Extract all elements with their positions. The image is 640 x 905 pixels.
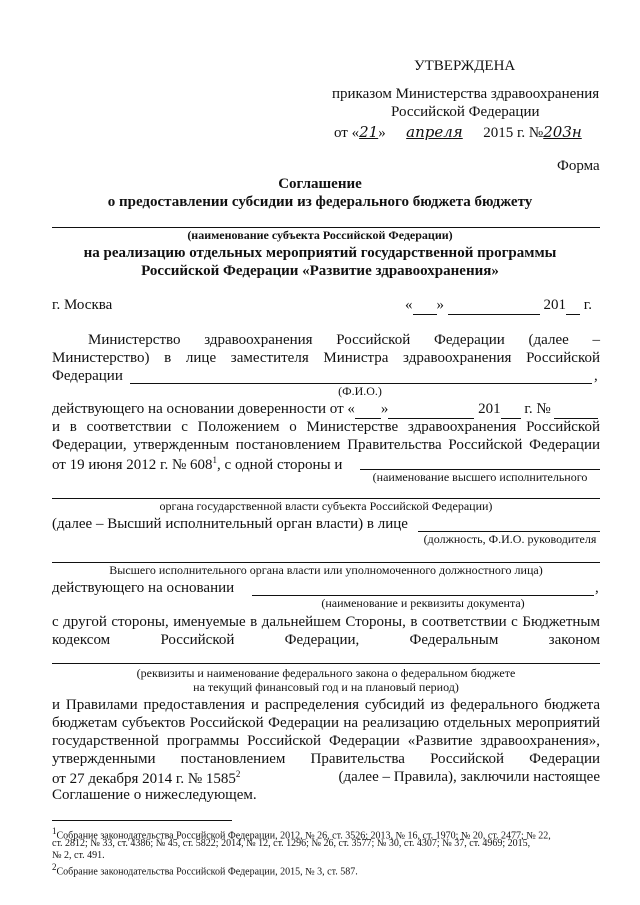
- proxy-year: 201: [478, 401, 501, 417]
- date-day-field[interactable]: [413, 297, 437, 315]
- approval-ministry-line: Российской Федерации: [391, 104, 540, 120]
- p4-line5: [52, 769, 600, 788]
- law-caption-a: (реквизиты и наименование федерального закона о федеральном бюджете: [136, 666, 516, 680]
- comma: ,: [594, 368, 598, 384]
- footnote-2-mark: 2: [52, 862, 57, 872]
- p1-line2: Министерство) в лице заместителя Министра здравоохранения Российской: [52, 350, 600, 366]
- proxy-day-field[interactable]: [355, 401, 381, 419]
- approval-date-line: [334, 123, 582, 142]
- proxy-year-field[interactable]: [501, 401, 521, 419]
- footnote-separator: [52, 820, 232, 821]
- p3-line2: кодексом Российской Федерации, Федеральным законом: [52, 632, 600, 648]
- law-caption-b: на текущий финансовый год и на плановый период): [193, 680, 459, 694]
- agreement-title: Соглашение: [278, 176, 362, 192]
- p2-line2: действующего на основании: [52, 580, 235, 596]
- date-year-field[interactable]: [566, 297, 580, 315]
- place-city: г. Москва: [52, 297, 113, 313]
- approval-date-suffix: 2015 г. №: [483, 125, 544, 141]
- p4-line3: государственной программы Российской Федерации «Развитие здравоохранения»,: [52, 733, 600, 749]
- p4-line4: утвержденными постановлением Правительства Российской Федерации: [52, 751, 600, 767]
- p2-line1: (далее – Высший исполнительный орган власти) в лице: [52, 516, 408, 532]
- federal-law-field[interactable]: [52, 663, 600, 664]
- date-month-field[interactable]: [448, 297, 540, 315]
- date-year-suffix: г.: [583, 297, 592, 313]
- approval-date-prefix: от «: [334, 125, 360, 141]
- approval-title: УТВЕРЖДЕНА: [414, 58, 516, 74]
- footnote-2-line1: Собрание законодательства Российской Федерации, 2015, № 3, ст. 587.: [56, 866, 358, 878]
- proxy-number-field[interactable]: [554, 401, 598, 419]
- footnote-1-line1: Собрание законодательства Российской Федерации, 2012, № 26, ст. 3526; 2013, № 16, ст. 1970; № 20, ст. 2477; № 22,: [56, 830, 551, 842]
- rules-decree-ref: от 27 декабря 2014 г. № 1585: [52, 771, 236, 787]
- doc-caption: (наименование и реквизиты документа): [321, 596, 525, 610]
- proxy-close-quote: »: [380, 401, 389, 417]
- approval-number: 203н: [543, 123, 582, 141]
- approval-order-line: приказом Министерства здравоохранения: [332, 86, 600, 102]
- p1-line6: Федерации, утвержденным постановлением Правительства Российской Федерации: [52, 437, 600, 453]
- p1-line3: Федерации: [52, 368, 123, 384]
- approval-date-mid: »: [378, 125, 386, 141]
- proxy-month-field[interactable]: [388, 401, 474, 419]
- approval-day: 21: [359, 123, 379, 141]
- p3-line1: с другой стороны, именуемые в дальнейшем Стороны, в соответствии с Бюджетным: [52, 614, 600, 630]
- agreement-date: [405, 297, 592, 315]
- proxy-from: действующего на основании доверенности от «: [52, 401, 355, 417]
- footnote-ref-2[interactable]: 2: [235, 769, 241, 779]
- p4-line2: бюджетам субъектов Российской Федерации на реализацию отдельных мероприятий: [52, 715, 600, 731]
- footnote-ref-1[interactable]: 1: [212, 455, 218, 465]
- form-label: Форма: [557, 158, 600, 174]
- agreement-title-line3: на реализацию отдельных мероприятий государственной программы: [83, 245, 557, 261]
- decree-ref: от 19 июня 2012 г. № 608: [52, 457, 213, 473]
- proxy-number-label: г. №: [524, 401, 551, 417]
- footnote-1-line2: ст. 2812; № 33, ст. 4386; № 45, ст. 5822; 2014, № 12, ст. 1296; № 26, ст. 3577; № 30, ст. 4307; № 37, ст. 4969; 2015,: [52, 838, 531, 849]
- footnote-1-mark: 1: [52, 826, 57, 836]
- date-open-quote: «: [405, 297, 413, 313]
- p4-line6: Соглашение о нижеследующем.: [52, 787, 257, 803]
- fio-caption: (Ф.И.О.): [338, 384, 382, 398]
- footnote-1-line3: № 2, ст. 491.: [52, 850, 105, 861]
- p1-line1: Министерство здравоохранения Российской Федерации (далее –: [88, 332, 600, 348]
- rules-text: (далее – Правила), заключили настоящее: [338, 769, 600, 785]
- subject-caption: (наименование субъекта Российской Федерации): [187, 228, 453, 242]
- exec-caption-b: органа государственной власти субъекта Российской Федерации): [159, 499, 493, 513]
- comma-2: ,: [595, 580, 599, 596]
- date-close-quote: »: [436, 297, 444, 313]
- footnote-2: [52, 862, 358, 877]
- exec-caption-a: (наименование высшего исполнительного: [372, 470, 588, 484]
- first-party-text: , с одной стороны и: [217, 457, 343, 473]
- agreement-title-line4: Российской Федерации «Развитие здравоохранения»: [141, 263, 499, 279]
- date-year: 201: [543, 297, 566, 313]
- approval-month: апреля: [406, 123, 463, 141]
- p1-line5: и в соответствии с Положением о Министерстве здравоохранения Российской: [52, 419, 600, 435]
- p1-line4: [52, 401, 598, 419]
- head-caption-b: Высшего исполнительного органа власти или уполномоченного должностного лица): [109, 563, 543, 577]
- p4-line1: и Правилами предоставления и распределения субсидий из федерального бюджета: [52, 697, 600, 713]
- p1-line7: [52, 455, 342, 474]
- agreement-subtitle: о предоставлении субсидии из федерального бюджета бюджету: [107, 194, 533, 210]
- head-caption-a: (должность, Ф.И.О. руководителя: [423, 532, 597, 546]
